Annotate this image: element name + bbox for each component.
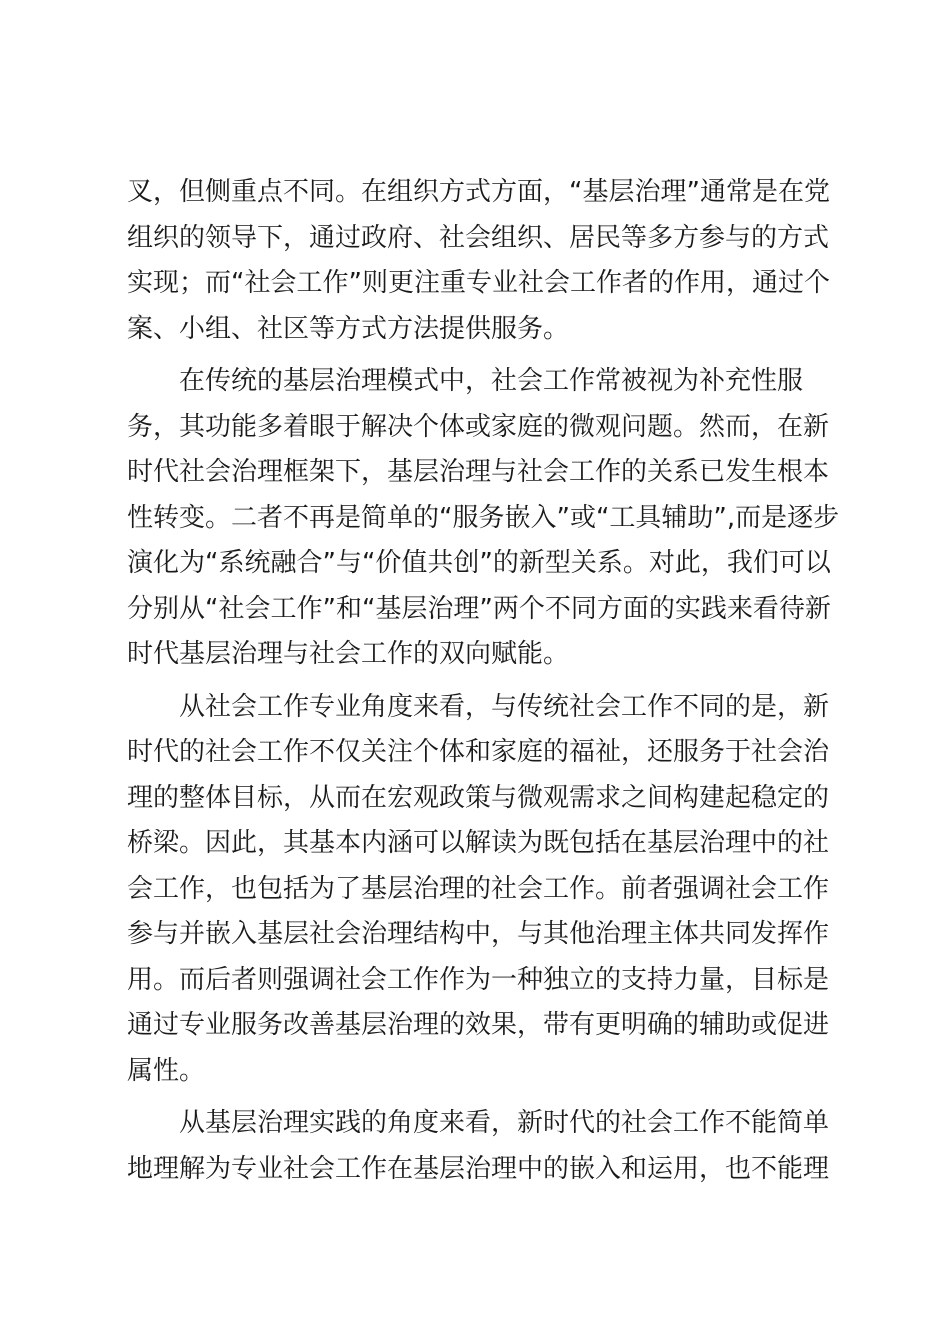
text-line: 时代的社会工作不仅关注个体和家庭的福祉，还服务于社会治 — [127, 737, 830, 767]
paragraph-4 — [127, 1101, 830, 1192]
text-line: 分别从“社会工作”和“基层治理”两个不同方面的实践来看待新 — [127, 593, 831, 624]
text-line: 实现；而“社会工作”则更注重专业社会工作者的作用，通过个 — [127, 268, 830, 298]
text-line: 用。而后者则强调社会工作作为一种独立的支持力量，目标是 — [127, 964, 830, 995]
text-line: 桥梁。因此，其基本内涵可以解读为既包括在基层治理中的社 — [127, 828, 830, 858]
text-line: 演化为“系统融合”与“价值共创”的新型关系。对此，我们可以 — [127, 548, 831, 578]
text-line: 时代社会治理框架下，基层治理与社会工作的关系已发生根本 — [127, 457, 830, 487]
text-line: 叉，但侧重点不同。在组织方式方面，“基层治理”通常是在党 — [127, 177, 830, 207]
paragraph-2 — [127, 359, 840, 678]
text-line: 从基层治理实践的角度来看，新时代的社会工作不能简单 — [179, 1108, 830, 1138]
paragraph-1 — [127, 170, 830, 352]
text-line: 务，其功能多着眼于解决个体或家庭的微观问题。然而，在新 — [127, 411, 830, 442]
document-body — [127, 170, 840, 1192]
text-line: 性转变。二者不再是简单的“服务嵌入”或“工具辅助”,而是逐步 — [127, 502, 840, 533]
text-line: 案、小组、社区等方式方法提供服务。 — [127, 313, 570, 344]
text-line: 地理解为专业社会工作在基层治理中的嵌入和运用，也不能理 — [127, 1153, 830, 1184]
text-line: 属性。 — [127, 1055, 206, 1086]
text-line: 组织的领导下，通过政府、社会组织、居民等多方参与的方式 — [127, 222, 830, 253]
text-line: 会工作，也包括为了基层治理的社会工作。前者强调社会工作 — [127, 873, 830, 904]
text-line: 时代基层治理与社会工作的双向赋能。 — [127, 639, 570, 669]
paragraph-3 — [127, 685, 830, 1095]
text-line: 理的整体目标，从而在宏观政策与微观需求之间构建起稳定的 — [127, 782, 830, 813]
text-line: 在传统的基层治理模式中，社会工作常被视为补充性服 — [179, 366, 804, 396]
text-line: 从社会工作专业角度来看，与传统社会工作不同的是，新 — [179, 691, 830, 722]
text-line: 通过专业服务改善基层治理的效果，带有更明确的辅助或促进 — [127, 1010, 830, 1040]
text-line: 参与并嵌入基层社会治理结构中，与其他治理主体共同发挥作 — [127, 919, 830, 949]
